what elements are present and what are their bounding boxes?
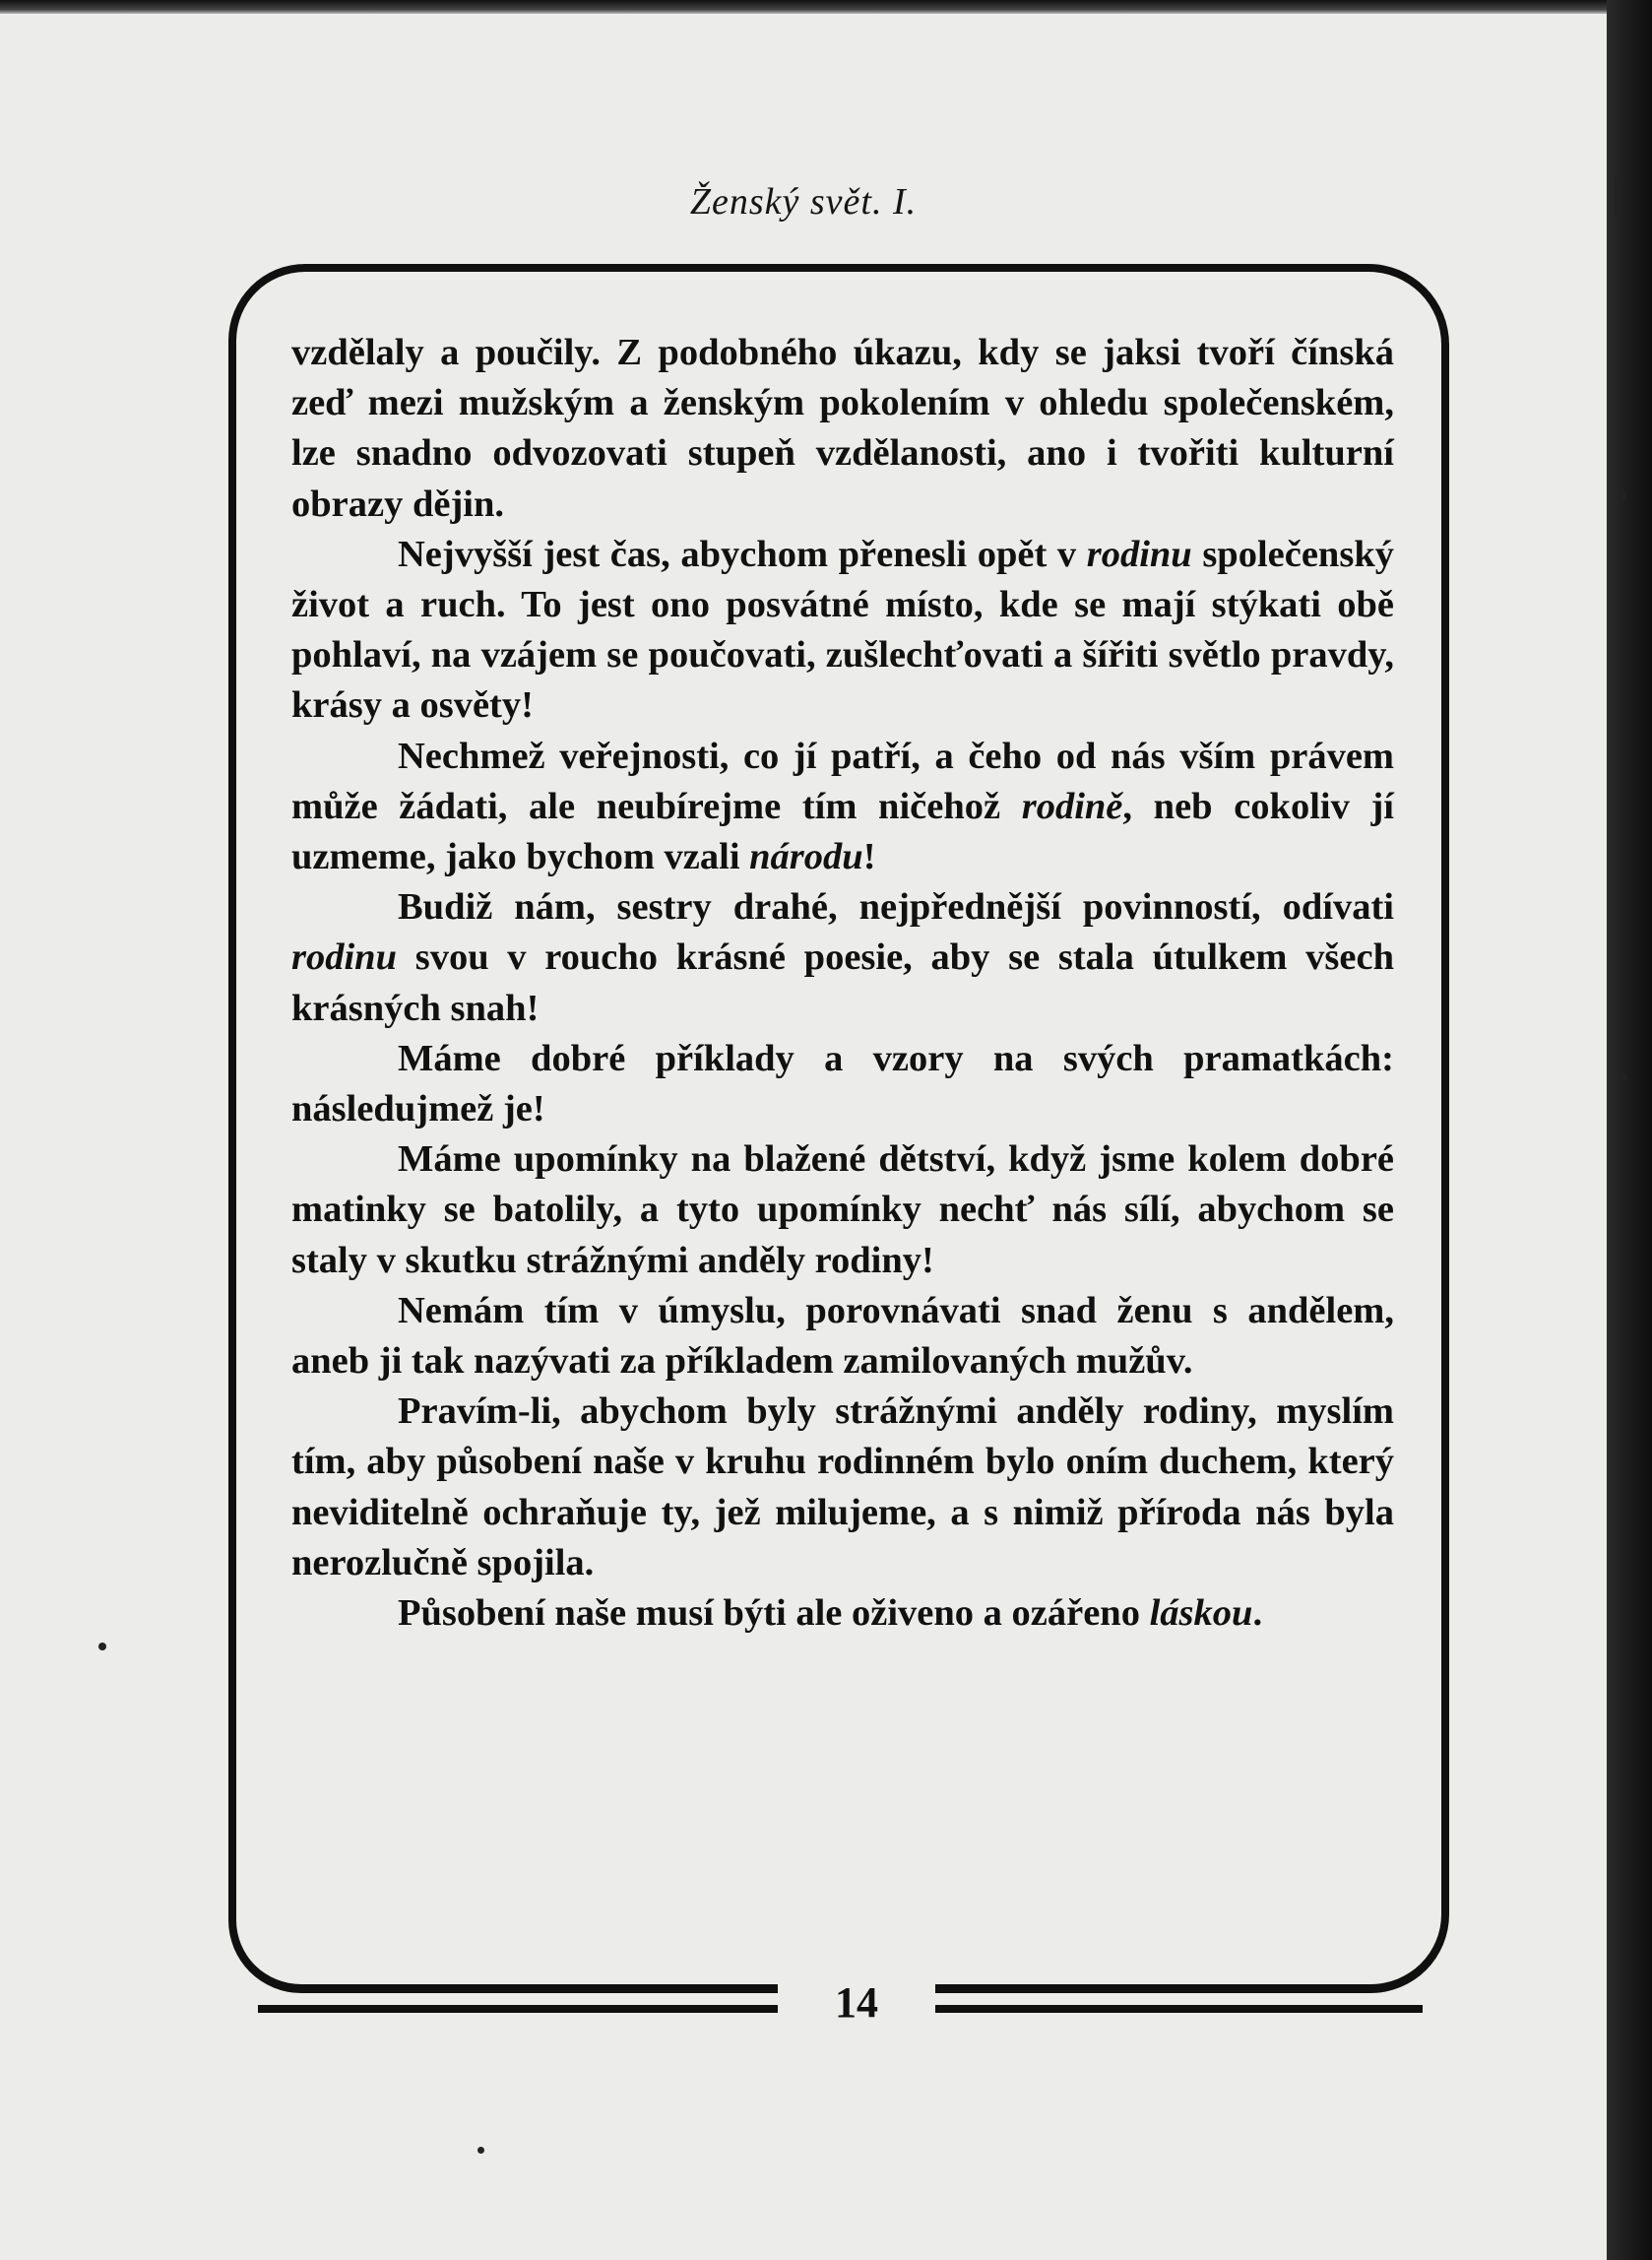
paragraph-9 (291, 1588, 1394, 1639)
page-number: 14 (778, 1977, 935, 2028)
paragraph-6: Máme upomínky na blažené dětství, když jsme kolem dobré matinky se batolily, a tyto upomínky nechť nás sílí, abychom se staly v skutku strážnými anděly rodiny! (291, 1138, 1394, 1281)
p3-text-a: Nechmež veřejnosti, co jí patří, a čeho od nás vším právem může žádati, ale neubírejme tím ničehož (291, 735, 1394, 827)
p3-text-b: , neb cokoliv jí uzmeme, jako bychom vzali (291, 785, 1394, 878)
p2-text-a: Nejvyšší jest čas, abychom přenesli opět v (398, 533, 1087, 575)
body-text (291, 328, 1394, 1639)
p2-emphasis: rodinu (1086, 533, 1192, 575)
scan-speck (1615, 177, 1620, 217)
p4-emphasis: rodinu (291, 936, 398, 979)
running-title: Ženský svět. I. (689, 181, 918, 223)
paragraph-1: vzdělaly a poučily. Z podobného úkazu, kdy se jaksi tvoří čínská zeď mezi mužským a ženským pokolením v ohledu společenském, lze snadno odvozovati stupeň vzdělanosti, ano i tvořiti kulturní obrazy dějin. (291, 332, 1394, 525)
paragraph-3 (291, 732, 1394, 883)
p3-text-c: ! (862, 836, 876, 878)
scan-speck (98, 1643, 106, 1650)
p9-text-a: Působení naše musí býti ale oživeno a ozářeno (398, 1592, 1150, 1635)
p9-emphasis: láskou (1149, 1592, 1253, 1635)
scan-speck (1620, 492, 1626, 500)
footer-rule-right (921, 2005, 1423, 2013)
scan-right-edge (1607, 0, 1652, 2260)
paragraph-2 (291, 530, 1394, 732)
p4-text-b: svou v roucho krásné poesie, aby se stala útulkem všech krásných snah! (291, 936, 1394, 1029)
p3-emphasis-1: rodině (1021, 785, 1123, 827)
footer-rule-left (258, 2005, 778, 2013)
p2-text-b: společenský život a ruch. To jest ono posvátné místo, kde se mají stýkati obě pohlaví, na vzájem se poučovati, zušlechťovati a šířiti světlo pravdy, krásy a osvěty! (291, 533, 1394, 727)
p4-text-a: Budiž nám, sestry drahé, nejpřednější povinností, odívati (398, 886, 1394, 929)
scan-speck (477, 2147, 484, 2154)
paragraph-7: Nemám tím v úmyslu, porovnávati snad ženu s andělem, aneb ji tak nazývati za příkladem zamilovaných mužův. (291, 1289, 1394, 1383)
paragraph-4 (291, 882, 1394, 1034)
paragraph-8: Pravím-li, abychom byly strážnými anděly rodiny, myslím tím, aby působení naše v kruhu rodinném bylo oním duchem, který neviditelně ochraňuje ty, jež milujeme, a s nimiž příroda nás byla nerozlučně spojila. (291, 1390, 1394, 1583)
scan-top-edge (0, 0, 1607, 14)
p3-emphasis-2: národu (749, 836, 863, 878)
scan-speck (1620, 1073, 1626, 1081)
paragraph-5: Máme dobré příklady a vzory na svých pramatkách: následujmež je! (291, 1037, 1394, 1130)
p9-text-b: . (1252, 1592, 1263, 1635)
